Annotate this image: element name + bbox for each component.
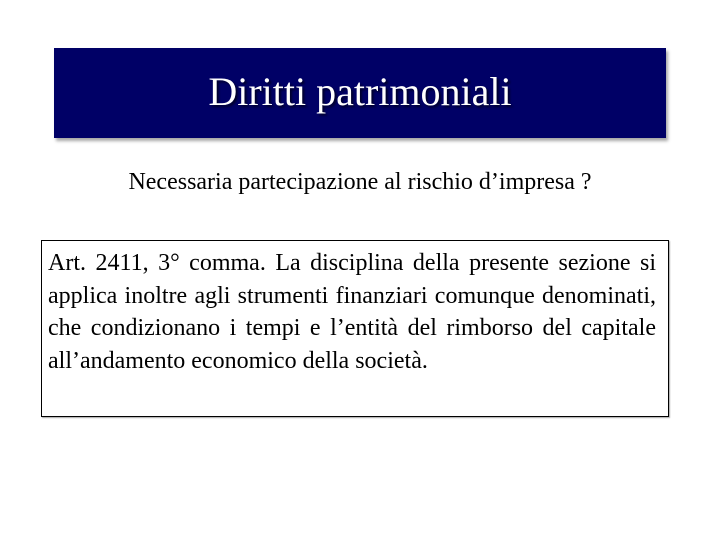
quote-text: Art. 2411, 3° comma. La disciplina della presente sezione si applica inoltre agli strumenti finanziari comunque denominati, che condizionano i tempi e l’entità del rimborso del capitale all’andamento economico della società. — [48, 250, 656, 374]
title-banner — [54, 48, 666, 138]
slide-subtitle: Necessaria partecipazione al rischio d’impresa ? — [128, 169, 592, 195]
slide-title: Diritti patrimoniali — [208, 69, 512, 114]
quote-box — [41, 240, 669, 417]
